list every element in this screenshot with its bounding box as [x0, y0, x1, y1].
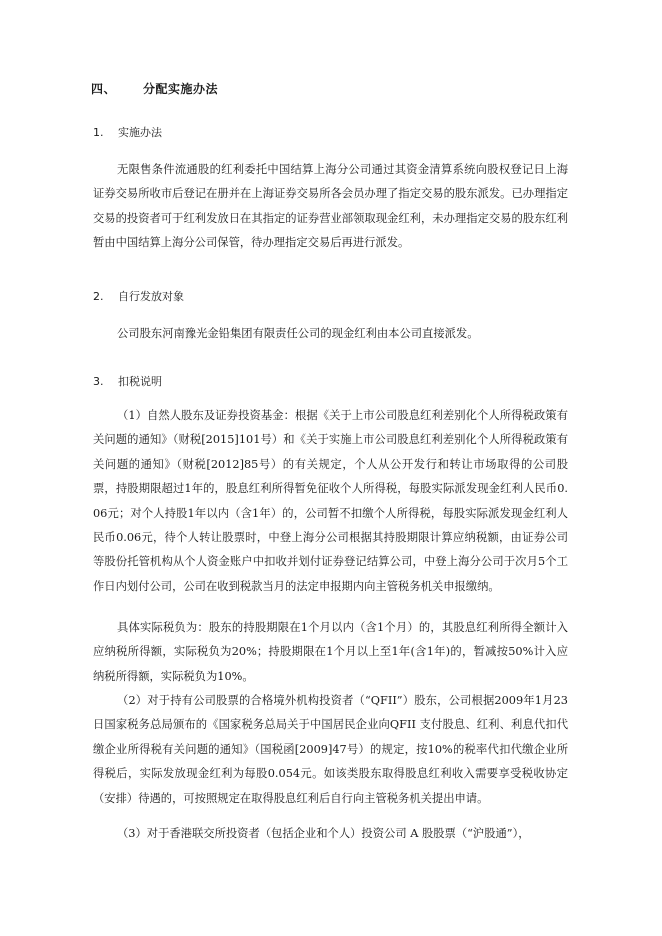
paragraph: 公司股东河南豫光金铅集团有限责任公司的现金红利由本公司直接派发。 — [117, 327, 479, 340]
subsection-heading — [93, 288, 184, 304]
subsection-heading — [93, 124, 162, 140]
section-heading — [91, 80, 218, 97]
subsection-title: 自行发放对象 — [118, 290, 184, 303]
subsection-number: 2. — [93, 290, 104, 303]
subsection-title: 扣税说明 — [118, 375, 162, 388]
section-number: 四、 — [91, 82, 117, 96]
paragraph: 无限售条件流通股的红利委托中国结算上海分公司通过其资金清算系统向股权登记日上海证券交易所收市后登记在册并在上海证券交易所各会员办理了指定交易的股东派发。已办理指定交易的投资者可于红利发放日在其指定的证券营业部领取现金红利，未办理指定交易的股东红利暂由中国结算上海分公司保管，待办理指定交易后再进行派发。 — [93, 163, 568, 250]
subsection-heading — [93, 373, 162, 389]
paragraph: （2）对于持有公司股票的合格境外机构投资者（“QFII”）股东，公司根据2009年1月23日国家税务总局颁布的《国家税务总局关于中国居民企业向QFII 支付股息、红利、利息代扣代缴企业所得税有关问题的通知》（国税函[2009]47号）的规定，按10%的税率代扣代缴企业所得税后，实际发放现金红利为每股0.054元。如该类股东取得股息红利收入需要享受税收协定（安排）待遇的，可按照规定在取得股息红利后自行向主管税务机关提出申请。 — [93, 694, 568, 805]
subsection-number: 3. — [93, 375, 104, 388]
paragraph: （1）自然人股东及证券投资基金：根据《关于上市公司股息红利差别化个人所得税政策有关问题的通知》（财税[2015]101号）和《关于实施上市公司股息红利差别化个人所得税政策有关问题的通知》（财税[2012]85号）的有关规定，个人从公开发行和转让市场取得的公司股票，持股期限超过1年的，股息红利所得暂免征收个人所得税，每股实际派发现金红利人民币0.06元；对个人持股1年以内（含1年）的，公司暂不扣缴个人所得税，每股实际派发现金红利人民币0.06元，待个人转让股票时，中登上海分公司根据其持股期限计算应纳税额，由证券公司等股份托管机构从个人资金账户中扣收并划付证券登记结算公司，中登上海分公司于次月5个工作日内划付公司，公司在收到税款当月的法定申报期内向主管税务机关申报缴纳。 — [93, 409, 568, 593]
subsection-number: 1. — [93, 126, 104, 139]
paragraph: （3）对于香港联交所投资者（包括企业和个人）投资公司 A 股股票（“沪股通”）， — [117, 827, 530, 840]
subsection-title: 实施办法 — [118, 126, 162, 139]
section-title: 分配实施办法 — [143, 82, 219, 96]
paragraph: 具体实际税负为：股东的持股期限在1个月以内（含1个月）的，其股息红利所得全额计入应纳税所得额，实际税负为20%；持股期限在1个月以上至1年(含1年)的，暂减按50%计入应纳税所得额，实际税负为10%。 — [93, 621, 568, 683]
